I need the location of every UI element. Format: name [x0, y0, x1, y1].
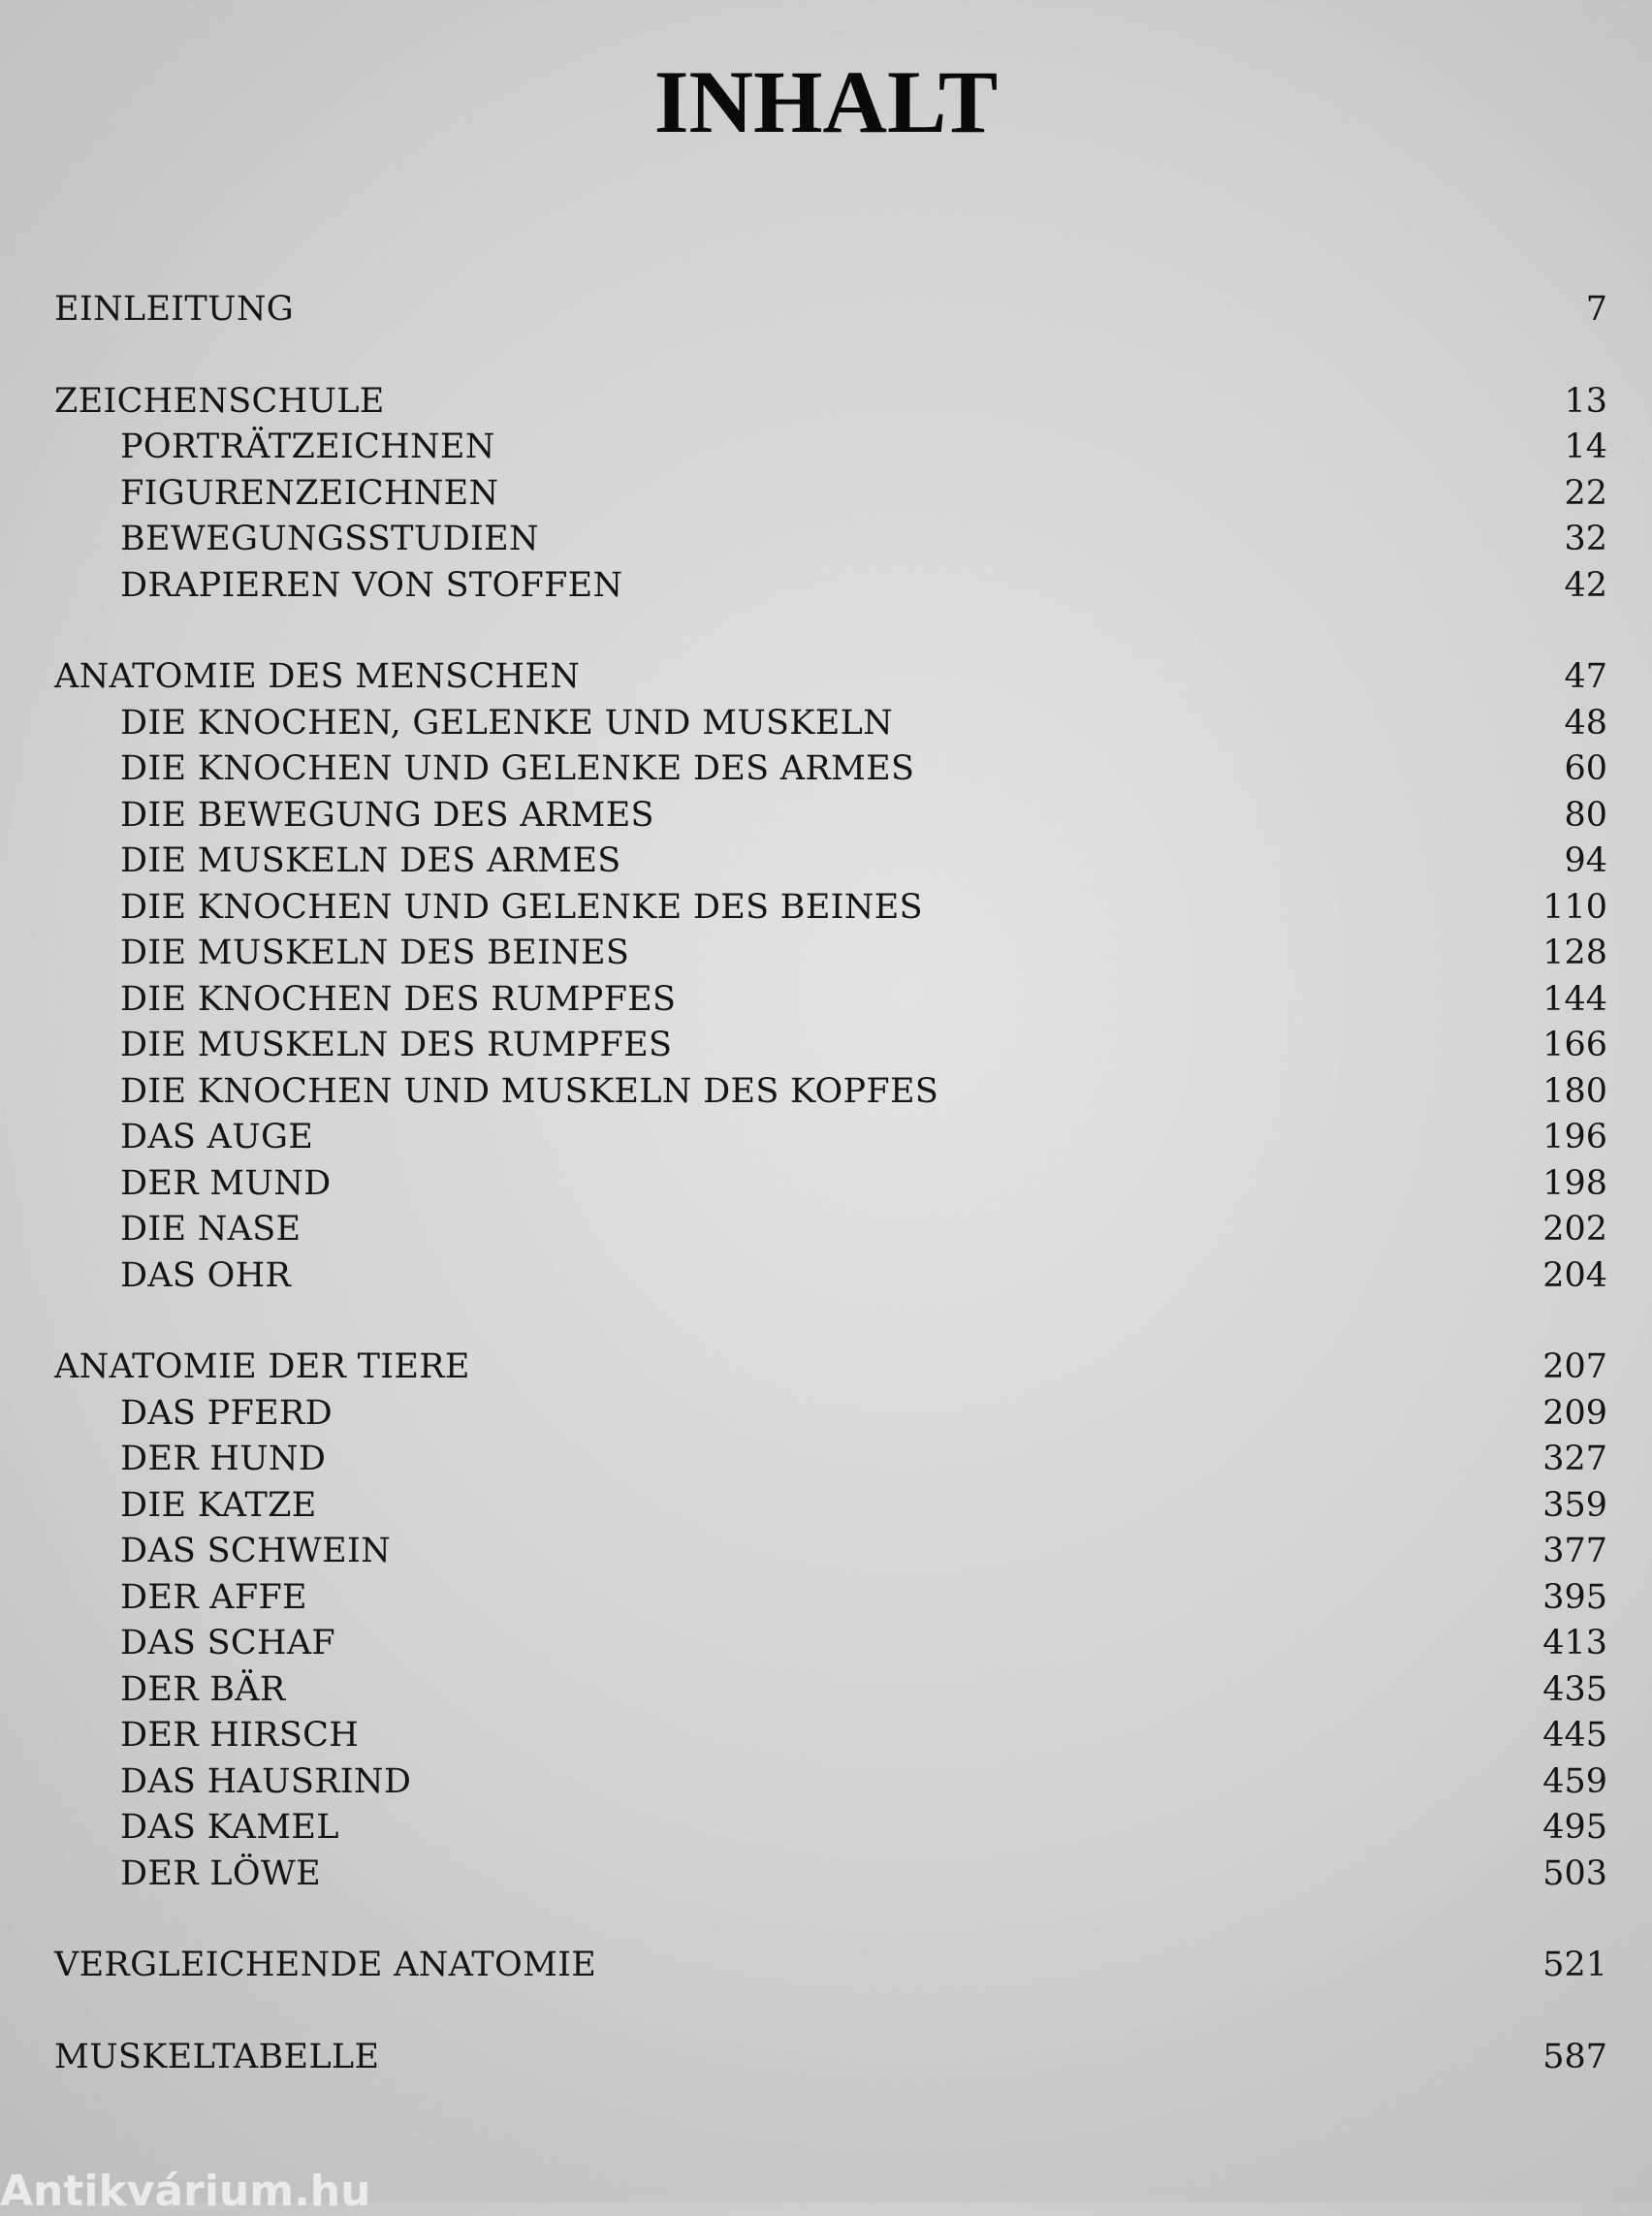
toc-page-number: 166	[1542, 1026, 1607, 1064]
toc-page-number: 60	[1564, 749, 1607, 788]
toc-subentry-label: DIE KATZE	[120, 1485, 317, 1525]
toc-subentry-label: DAS SCHWEIN	[120, 1532, 391, 1570]
toc-subentry-label: DAS PFERD	[120, 1393, 333, 1433]
toc-subentry-label: DIE KNOCHEN UND MUSKELN DES KOPFES	[120, 1071, 939, 1111]
toc-page-number: 413	[1542, 1624, 1607, 1662]
toc-subentry	[0, 563, 1652, 610]
toc-subentry-label: DIE NASE	[120, 1210, 302, 1249]
toc-section-entry	[0, 654, 1652, 701]
toc-subentry	[0, 1759, 1652, 1806]
toc-subentry-label: DIE MUSKELN DES ARMES	[120, 841, 621, 880]
toc-subentry	[0, 1023, 1652, 1069]
watermark-text: Antikvárium.hu	[0, 2167, 371, 2216]
toc-page-number: 128	[1542, 934, 1607, 972]
toc-subentry	[0, 425, 1652, 471]
toc-subentry-label: DAS SCHAF	[120, 1624, 335, 1662]
toc-page-number: 503	[1542, 1853, 1607, 1893]
section-gap	[0, 1897, 1652, 1943]
toc-subentry	[0, 1713, 1652, 1759]
toc-section-entry	[0, 2035, 1652, 2081]
toc-section-entry	[0, 1943, 1652, 1989]
toc-page-number: 48	[1564, 703, 1607, 743]
toc-subentry	[0, 1207, 1652, 1253]
section-gap	[0, 333, 1652, 379]
toc-page-number: 94	[1564, 841, 1607, 880]
toc-page-number: 395	[1542, 1577, 1607, 1617]
toc-subentry-label: DER BÄR	[120, 1669, 286, 1709]
section-gap	[0, 609, 1652, 654]
toc-subentry-label: DER HUND	[120, 1440, 327, 1478]
toc-page-number: 180	[1542, 1071, 1607, 1111]
toc-page-number: 22	[1564, 473, 1607, 513]
toc-section-label: ANATOMIE DES MENSCHEN	[54, 657, 581, 696]
toc-subentry-label: DER LÖWE	[120, 1853, 321, 1893]
toc-page-number: 359	[1542, 1485, 1607, 1525]
toc-page-number: 459	[1542, 1761, 1607, 1801]
toc-subentry	[0, 746, 1652, 793]
toc-page-number: 495	[1542, 1808, 1607, 1847]
toc-subentry	[0, 885, 1652, 932]
toc-page-number: 445	[1542, 1716, 1607, 1755]
toc-subentry	[0, 1529, 1652, 1575]
toc-subentry	[0, 1069, 1652, 1116]
toc-subentry	[0, 1253, 1652, 1300]
toc-page-number: 202	[1542, 1210, 1607, 1249]
toc-subentry-label: DIE MUSKELN DES BEINES	[120, 934, 630, 972]
page-title: INHALT	[653, 52, 999, 151]
toc-subentry-label: PORTRÄTZEICHNEN	[120, 427, 495, 466]
toc-subentry	[0, 1437, 1652, 1483]
toc-subentry-label: DAS HAUSRIND	[120, 1761, 412, 1801]
toc-subentry-label: DIE MUSKELN DES RUMPFES	[120, 1026, 673, 1064]
toc-subentry	[0, 471, 1652, 518]
toc-subentry-label: FIGURENZEICHNEN	[120, 473, 499, 513]
toc-page-number: 47	[1564, 657, 1607, 696]
toc-page-number: 587	[1542, 2037, 1607, 2076]
toc-page-number: 198	[1542, 1163, 1607, 1203]
toc-subentry	[0, 1667, 1652, 1714]
toc-subentry	[0, 977, 1652, 1024]
toc-page-number: 13	[1564, 381, 1607, 421]
toc-subentry-label: DER MUND	[120, 1163, 332, 1203]
toc-subentry	[0, 1161, 1652, 1208]
toc-subentry	[0, 1805, 1652, 1852]
toc-subentry	[0, 517, 1652, 563]
toc-subentry-label: DAS AUGE	[120, 1118, 314, 1156]
toc-page-number: 435	[1542, 1669, 1607, 1709]
toc-page-number: 204	[1542, 1255, 1607, 1295]
toc-subentry-label: DER HIRSCH	[120, 1716, 360, 1755]
toc-subentry-label: DIE KNOCHEN, GELENKE UND MUSKELN	[120, 703, 894, 743]
toc-page-number: 209	[1542, 1393, 1607, 1433]
toc-page-number: 80	[1564, 795, 1607, 835]
toc-page-number: 144	[1542, 979, 1607, 1019]
toc-page-number: 207	[1542, 1347, 1607, 1386]
toc-subentry	[0, 1852, 1652, 1898]
toc-page-number: 110	[1542, 887, 1607, 927]
toc-section-entry	[0, 1345, 1652, 1391]
toc-section-label: VERGLEICHENDE ANATOMIE	[54, 1946, 597, 1984]
toc-subentry-label: BEWEGUNGSSTUDIEN	[120, 520, 539, 558]
section-gap	[0, 1299, 1652, 1345]
toc-section-label: ZEICHENSCHULE	[54, 381, 385, 421]
toc-section-entry	[0, 379, 1652, 426]
section-gap	[0, 1989, 1652, 2035]
toc-subentry-label: DIE KNOCHEN UND GELENKE DES ARMES	[120, 749, 915, 788]
table-of-contents	[0, 287, 1652, 2080]
toc-section-entry	[0, 287, 1652, 333]
toc-subentry	[0, 931, 1652, 977]
toc-page-number: 7	[1585, 290, 1607, 329]
toc-page-number: 42	[1564, 565, 1607, 605]
toc-section-label: MUSKELTABELLE	[54, 2037, 380, 2076]
toc-page-number: 377	[1542, 1532, 1607, 1570]
toc-subentry	[0, 701, 1652, 747]
toc-section-label: ANATOMIE DER TIERE	[54, 1347, 470, 1386]
toc-section-label: EINLEITUNG	[54, 290, 295, 329]
toc-subentry	[0, 1483, 1652, 1530]
toc-subentry-label: DAS KAMEL	[120, 1808, 339, 1847]
toc-subentry-label: DIE KNOCHEN DES RUMPFES	[120, 979, 677, 1019]
toc-subentry-label: DAS OHR	[120, 1255, 292, 1295]
toc-subentry-label: DER AFFE	[120, 1577, 307, 1617]
toc-subentry	[0, 1575, 1652, 1622]
toc-subentry-label: DIE BEWEGUNG DES ARMES	[120, 795, 654, 835]
toc-page-number: 327	[1542, 1440, 1607, 1478]
toc-subentry	[0, 1391, 1652, 1438]
toc-page-number: 32	[1564, 520, 1607, 558]
toc-subentry-label: DRAPIEREN VON STOFFEN	[120, 565, 623, 605]
toc-subentry	[0, 1621, 1652, 1667]
toc-subentry	[0, 1115, 1652, 1161]
toc-page-number: 521	[1542, 1946, 1607, 1984]
toc-page-number: 14	[1564, 427, 1607, 466]
toc-subentry	[0, 793, 1652, 839]
toc-subentry	[0, 839, 1652, 885]
toc-page-number: 196	[1542, 1118, 1607, 1156]
toc-subentry-label: DIE KNOCHEN UND GELENKE DES BEINES	[120, 887, 923, 927]
